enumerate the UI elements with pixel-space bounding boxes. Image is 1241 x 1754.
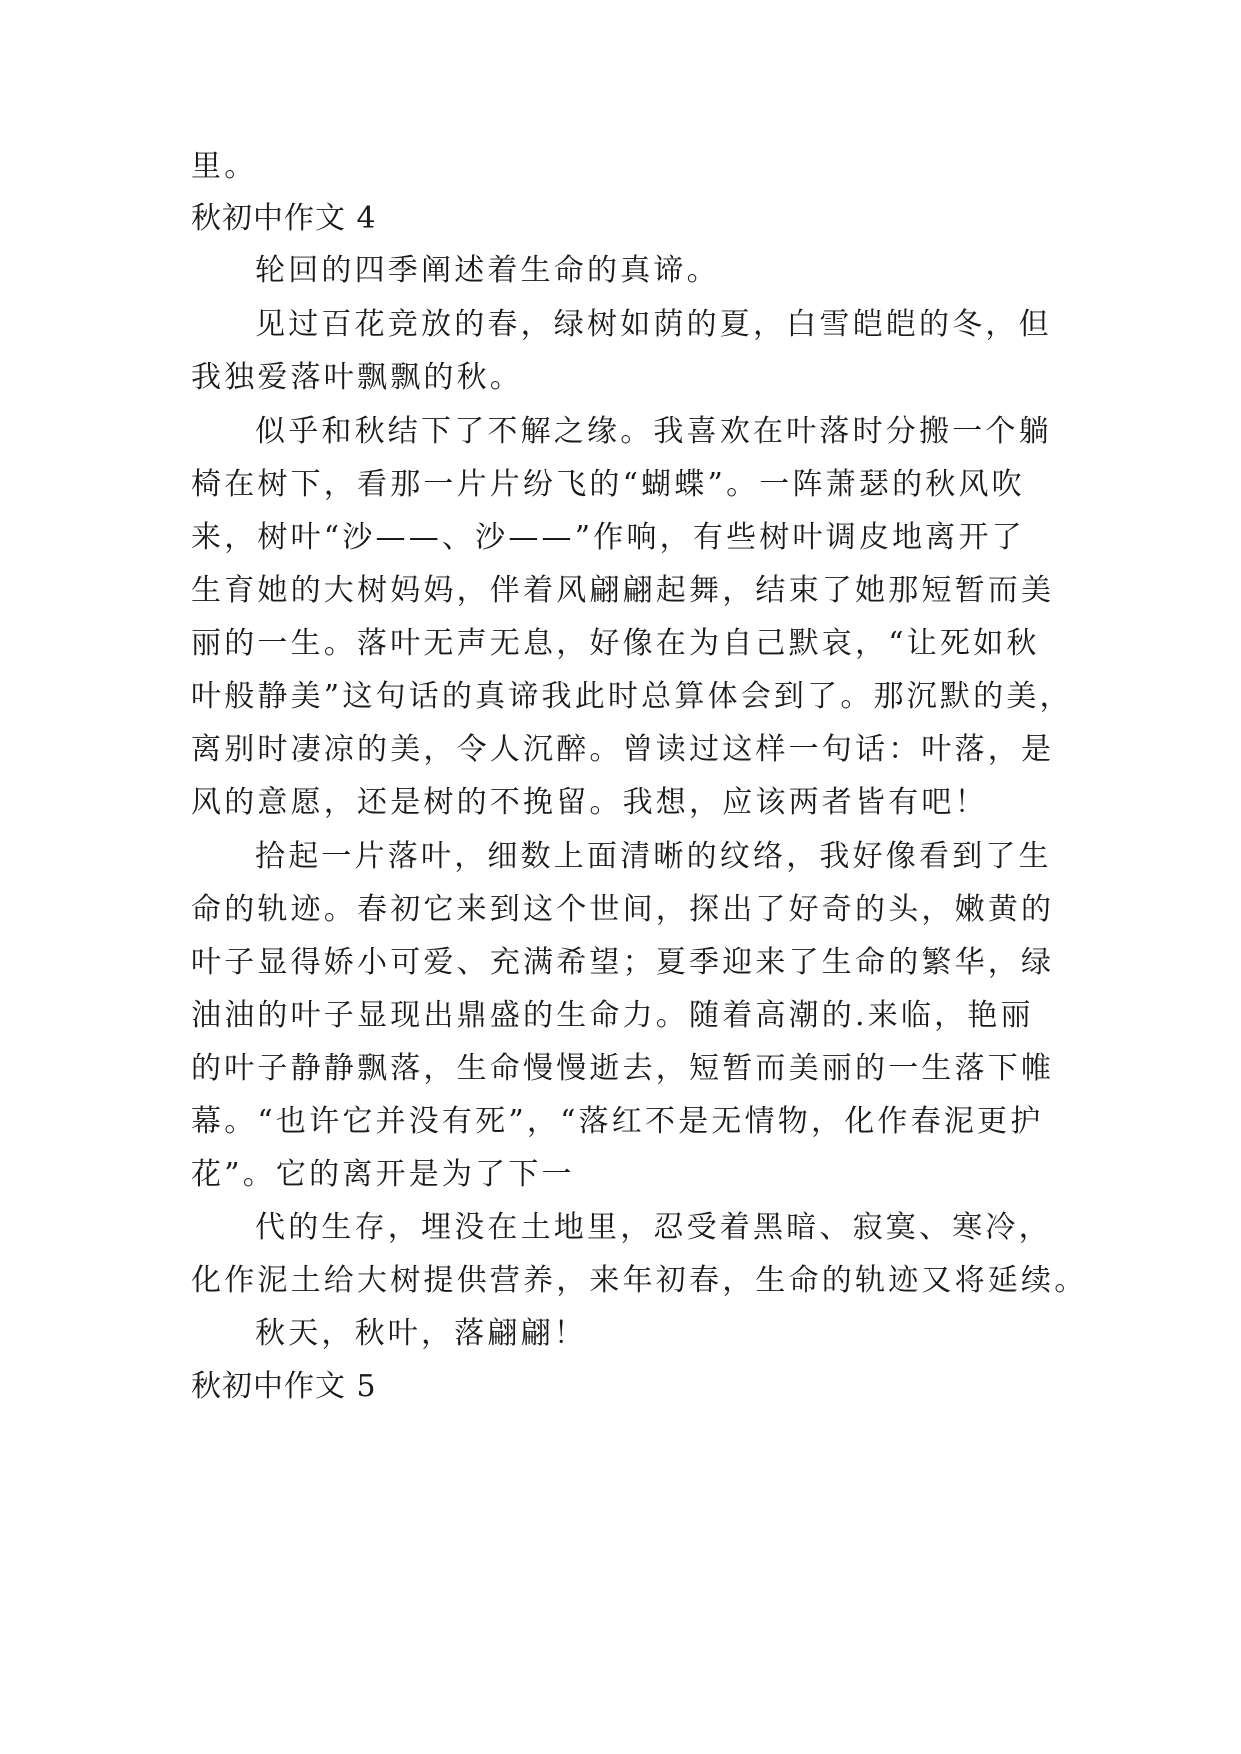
text-line: 秋天，秋叶，落翩翩！ xyxy=(255,1316,587,1351)
text-line: 化作泥土给大树提供营养，来年初春，生命的轨迹又将延续。 xyxy=(191,1263,1088,1298)
text-line: 生育她的大树妈妈，伴着风翩翩起舞，结束了她那短暂而美 xyxy=(191,573,1055,608)
text-line: 见过百花竞放的春，绿树如荫的夏，白雪皑皑的冬，但 xyxy=(255,307,1052,342)
text-line: 丽的一生。落叶无声无息，好像在为自己默哀，“让死如秋 xyxy=(191,626,1040,661)
text-line: 代的生存，埋没在土地里，忍受着黑暗、寂寞、寒冷， xyxy=(255,1210,1052,1245)
section-heading: 秋初中作文 5 xyxy=(191,1369,377,1404)
text-line: 来，树叶“沙——、沙——”作响，有些树叶调皮地离开了 xyxy=(191,520,1025,555)
text-line: 风的意愿，还是树的不挽留。我想，应该两者皆有吧！ xyxy=(191,785,988,820)
text-line: 花”。它的离开是为了下一 xyxy=(191,1157,575,1192)
text-line: 我独爱落叶飘飘的秋。 xyxy=(191,360,523,395)
text-line: 幕。“也许它并没有死”，“落红不是无情物，化作春泥更护 xyxy=(191,1104,1044,1139)
text-line: 命的轨迹。春初它来到这个世间，探出了好奇的头，嫩黄的 xyxy=(191,892,1055,927)
text-line: 离别时凄凉的美，令人沉醉。曾读过这样一句话：叶落，是 xyxy=(191,732,1055,767)
text-line: 叶子显得娇小可爱、充满希望；夏季迎来了生命的繁华，绿 xyxy=(191,945,1055,980)
text-line: 椅在树下，看那一片片纷飞的“蝴蝶”。一阵萧瑟的秋风吹 xyxy=(191,467,1025,502)
text-line: 拾起一片落叶，细数上面清晰的纹络，我好像看到了生 xyxy=(255,839,1052,874)
text-line: 油油的叶子显现出鼎盛的生命力。随着高潮的.来临，艳丽 xyxy=(191,998,1034,1033)
section-heading: 秋初中作文 4 xyxy=(191,201,377,236)
text-line: 似乎和秋结下了不解之缘。我喜欢在叶落时分搬一个躺 xyxy=(255,414,1052,449)
text-line: 轮回的四季阐述着生命的真谛。 xyxy=(255,253,720,288)
text-line: 里。 xyxy=(191,149,258,184)
text-line: 叶般静美”这句话的真谛我此时总算体会到了。那沉默的美， xyxy=(191,679,1073,714)
text-line: 的叶子静静飘落，生命慢慢逝去，短暂而美丽的一生落下帷 xyxy=(191,1051,1055,1086)
